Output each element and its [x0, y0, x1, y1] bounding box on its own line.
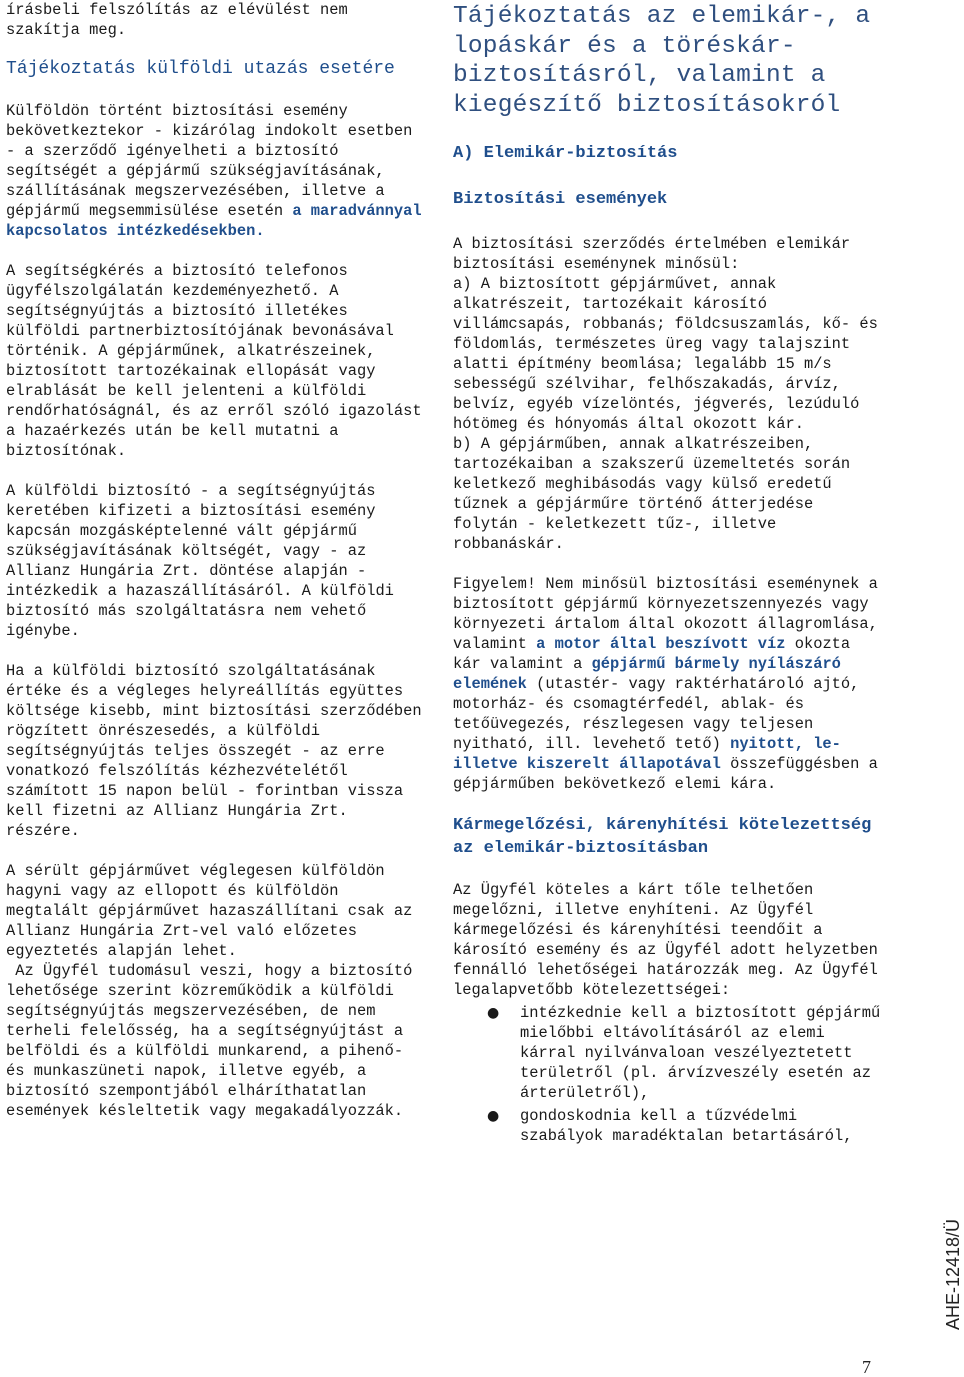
section-heading-prevention: Kármegelőzési, kárenyhítési kötelezettség az elemikár-biztosításban [453, 816, 872, 858]
warning-emphasis-2: gépjármű bármely nyílászáró elemének [453, 655, 841, 693]
paragraph-abroad-event [6, 101, 422, 241]
paragraph-help-request-text-3: A gépjárműnek, alkatrészeinek, biztosított tartozékainak ellopását vagy elrablását be kell jelenteni a külföldi rendőrhatóságnál, és az erről szóló igazolást a hazaérkezés után be kell mutatni a biztosítónak. [6, 342, 422, 460]
duty-list [453, 1003, 885, 1146]
paragraph-duty: Az Ügyfél köteles a kárt tőle telhetően megelőzni, illetve enyhíteni. Az Ügyfél kármegelőzési és kárenyhítési teendőit a károsító esemény és az Ügyfél adott helyzetben fennálló lehetőségei határozzák meg. Az Ügyfél legalapvetőbb kötelezettségei: [453, 881, 878, 999]
subheading-elemikar: A) Elemikár-biztosítás [453, 144, 678, 163]
paragraph-item-b: b) A gépjárműben, annak alkatrészeiben, tartozékaiban a szakszerű üzemeltetés során keletkező meghibásodás vagy külső eredetű tűznek a gépjárműre történő átterjedése folytán - keletkezett tűz-, illetve robbanáskár. [453, 435, 851, 553]
list-item [487, 1106, 885, 1146]
warning-text-2: okozta kár valamint a [453, 635, 851, 673]
paragraph-help-request-text-1: A segítségkérés a biztosító telefonos ügyfélszolgálatán kezdeményezhető. [6, 262, 348, 300]
bullet-icon: ● [487, 1108, 500, 1124]
bullet-icon: ● [487, 1005, 500, 1021]
list-item [487, 1003, 885, 1103]
paragraph-help-request-text-2: A segítségnyújtás a biztosító illetékes külföldi partnerbiztosítójának bevonásával történik. [6, 282, 394, 360]
right-column [453, 0, 885, 1146]
paragraph-acknowledgement: Az Ügyfél tudomásul veszi, hogy a biztosító lehetősége szerint közreműködik a külföldi segítségnyújtás megszervezésében, de nem terheli felelősség, ha a segítségnyújtást a belföldi és a külföldi munkarend, a pihenő- és munkaszüneti napok, illetve egyéb, a biztosító szempontjából elháríthatatlan események késleltetik vagy megakadályozzák. [6, 962, 422, 1120]
page-number: 7 [862, 1357, 871, 1377]
warning-emphasis-3: nyitott, le- illetve kiszerelt állapotával [453, 735, 841, 773]
paragraph-item-a: a) A biztosított gépjárművet, annak alkatrészeit, tartozékait károsító villámcsapás, robbanás; földcsuszamlás, kő- és földomlás, természetes üreg vagy talajszint alatti építmény beomlása; legalább 15 m/s sebességű szélvihar, felhőszakadás, árvíz, belvíz, egyéb vízelöntés, jégverés, lezúduló hótömeg és hónyomás által okozott kár. [453, 275, 878, 433]
list-item-text: intézkednie kell a biztosított gépjármű mielőbbi eltávolításáról az elemi kárral nyilvánvaloan veszélyeztetett területről (pl. árvízveszély esetén az árterületről), [520, 1004, 881, 1102]
paragraph-help-request [6, 261, 422, 461]
paragraph-leave-abroad: A sérült gépjárművet véglegesen külföldön hagyni vagy az ellopott és külföldön megtalált gépjárművet hazaszállítani csak az Allianz Hungária Zrt-vel való előzetes egyeztetés alapján lehet. [6, 862, 413, 960]
document-code: AHE-12418/Ü [943, 1218, 963, 1330]
warning-text-4: összefüggésben a gépjárműben bekövetkező elemi kára. [453, 755, 878, 793]
warning-text-3: (utastér- vagy raktérhatároló ajtó, motorház- és csomagtérfedél, ablak- és tetőüvegezés, részlegesen vagy teljesen nyitható, ill. levehető tető) [453, 675, 860, 753]
paragraph-abroad-event-emphasis: a maradvánnyal kapcsolatos intézkedésekben. [6, 202, 422, 240]
paragraph-foreign-insurer-text-2: A külföldi biztosító más szolgáltatásra nem vehető igénybe. [6, 582, 394, 640]
paragraph-foreign-insurer-text-1: A külföldi biztosító - a segítségnyújtás keretében kifizeti a biztosítási esemény kapcsán mozgásképtelenné vált gépjármű szükségjavításának költségét, vagy - az Allianz Hungária Zrt. döntése alapján - intézkedik a hazaszállításáról. [6, 482, 376, 600]
carryover-paragraph: írásbeli felszólítás az elévülést nem szakítja meg. [6, 1, 348, 39]
paragraph-definition: A biztosítási szerződés értelmében elemikár biztosítási eseménynek minősül: [453, 235, 851, 273]
left-column [6, 0, 422, 1121]
warning-text-1: Figyelem! Nem minősül biztosítási eseménynek a biztosított gépjármű környezetszennyezés vagy környezeti ártalom által okozott állagromlása, valamint [453, 575, 878, 653]
warning-emphasis-1: a motor által beszívott víz [536, 635, 786, 653]
paragraph-foreign-insurer [6, 481, 422, 641]
paragraph-refund: Ha a külföldi biztosító szolgáltatásának értéke és a végleges helyreállítás együttes költsége kisebb, mint biztosítási szerződében rögzített önrészesedés, a külföldi segítségnyújtás teljes összegét - az erre vonatkozó felszólítás kézhezvételétől számított 15 napon belül - forintban vissza kell fizetni az Allianz Hungária Zrt. részére. [6, 662, 422, 840]
section-heading-travel: Tájékoztatás külföldi utazás esetére [6, 59, 395, 79]
list-item-text: gondoskodnia kell a tűzvédelmi szabályok maradéktalan betartásáról, [520, 1107, 853, 1145]
paragraph-warning [453, 574, 885, 794]
paragraph-abroad-event-text: Külföldön történt biztosítási esemény bekövetkeztekor - kizárólag indokolt esetben - a szerződő igényelheti a biztosító segítségét a gépjármű szükségjavításának, szállításának megszervezésében, illetve a gépjármű megsemmisülése esetén [6, 102, 413, 220]
subheading-events: Biztosítási események [453, 190, 668, 209]
page-title: Tájékoztatás az elemikár-, a lopáskár és a töréskár-biztosításról, valamint a kiegészítő biztosításokról [453, 3, 871, 119]
